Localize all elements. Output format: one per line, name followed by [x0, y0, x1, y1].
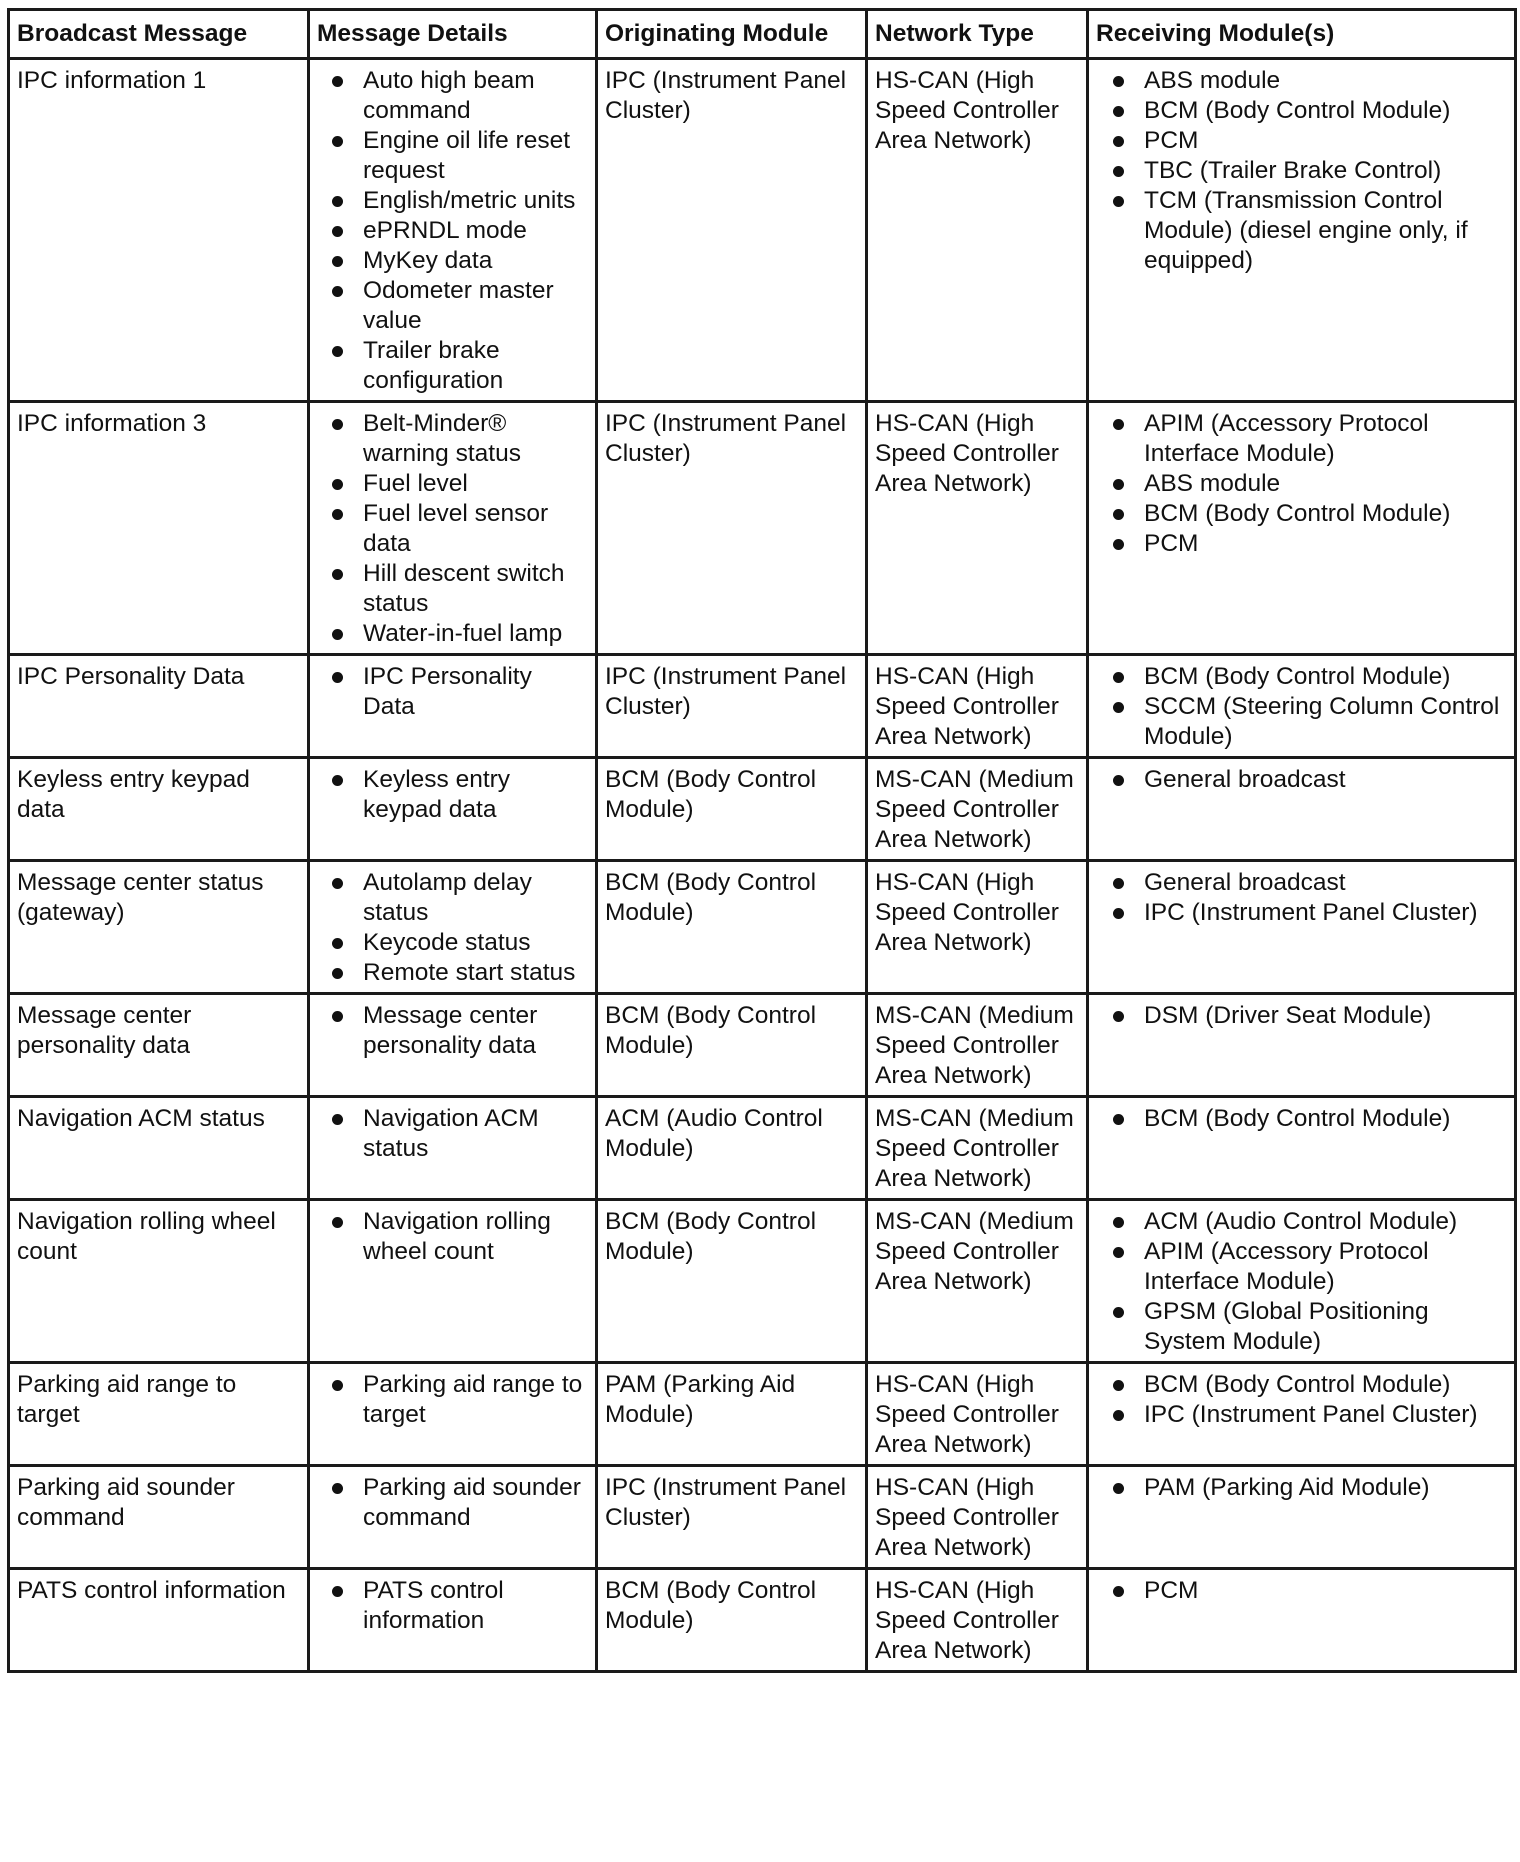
receiving-module-item: General broadcast	[1113, 868, 1506, 898]
receiving-module-item: BCM (Body Control Module)	[1113, 96, 1506, 126]
receiving-module-item: GPSM (Global Positioning System Module)	[1113, 1297, 1506, 1357]
table-row	[9, 1569, 1516, 1672]
receiving-module-item: TBC (Trailer Brake Control)	[1113, 156, 1506, 186]
table-header-row	[9, 10, 1516, 59]
message-details-list	[332, 765, 587, 825]
receiving-module-item: ABS module	[1113, 66, 1506, 96]
receiving-module-item: DSM (Driver Seat Module)	[1113, 1001, 1506, 1031]
message-details-list	[332, 1104, 587, 1164]
message-details-list	[332, 1473, 587, 1533]
message-details-list	[332, 1207, 587, 1267]
originating-module-cell: BCM (Body Control Module)	[597, 758, 867, 861]
broadcast-message-cell: IPC information 1	[9, 59, 309, 402]
message-details-list	[332, 1001, 587, 1061]
receiving-module-item: APIM (Accessory Protocol Interface Module)	[1113, 409, 1506, 469]
table-row	[9, 1466, 1516, 1569]
receiving-module-item: IPC (Instrument Panel Cluster)	[1113, 898, 1506, 928]
receiving-module-item: BCM (Body Control Module)	[1113, 1370, 1506, 1400]
message-detail-item: Auto high beam command	[332, 66, 587, 126]
table-row	[9, 994, 1516, 1097]
message-detail-item: Keycode status	[332, 928, 587, 958]
receiving-modules-cell	[1088, 994, 1516, 1097]
broadcast-message-cell: IPC information 3	[9, 402, 309, 655]
receiving-modules-cell	[1088, 1466, 1516, 1569]
message-detail-item: PATS control information	[332, 1576, 587, 1636]
network-type-cell: MS-CAN (Medium Speed Controller Area Network)	[867, 1097, 1088, 1200]
table-row	[9, 1097, 1516, 1200]
message-detail-item: Navigation rolling wheel count	[332, 1207, 587, 1267]
message-detail-item: Hill descent switch status	[332, 559, 587, 619]
receiving-modules-list	[1113, 1207, 1506, 1357]
message-details-cell	[309, 1466, 597, 1569]
message-detail-item: Autolamp delay status	[332, 868, 587, 928]
receiving-module-item: TCM (Transmission Control Module) (diesel engine only, if equipped)	[1113, 186, 1506, 276]
receiving-modules-list	[1113, 1104, 1506, 1134]
network-type-cell: HS-CAN (High Speed Controller Area Network)	[867, 59, 1088, 402]
table-row	[9, 1363, 1516, 1466]
message-details-list	[332, 868, 587, 988]
table-row	[9, 655, 1516, 758]
network-type-cell: HS-CAN (High Speed Controller Area Network)	[867, 1569, 1088, 1672]
message-detail-item: Water-in-fuel lamp	[332, 619, 587, 649]
table-body	[9, 59, 1516, 1672]
receiving-modules-cell	[1088, 1097, 1516, 1200]
originating-module-cell: IPC (Instrument Panel Cluster)	[597, 402, 867, 655]
originating-module-cell: BCM (Body Control Module)	[597, 861, 867, 994]
receiving-modules-list	[1113, 662, 1506, 752]
network-type-cell: MS-CAN (Medium Speed Controller Area Network)	[867, 758, 1088, 861]
message-details-cell	[309, 1569, 597, 1672]
receiving-modules-list	[1113, 409, 1506, 559]
message-details-list	[332, 1370, 587, 1430]
originating-module-cell: IPC (Instrument Panel Cluster)	[597, 655, 867, 758]
message-detail-item: ePRNDL mode	[332, 216, 587, 246]
receiving-modules-list	[1113, 765, 1506, 795]
message-detail-item: Remote start status	[332, 958, 587, 988]
message-details-cell	[309, 1200, 597, 1363]
receiving-module-item: APIM (Accessory Protocol Interface Module)	[1113, 1237, 1506, 1297]
receiving-module-item: ABS module	[1113, 469, 1506, 499]
message-details-cell	[309, 861, 597, 994]
message-detail-item: Fuel level sensor data	[332, 499, 587, 559]
receiving-modules-list	[1113, 868, 1506, 928]
broadcast-message-cell: Message center personality data	[9, 994, 309, 1097]
receiving-module-item: BCM (Body Control Module)	[1113, 499, 1506, 529]
broadcast-message-cell: Parking aid range to target	[9, 1363, 309, 1466]
message-detail-item: Parking aid sounder command	[332, 1473, 587, 1533]
message-detail-item: Engine oil life reset request	[332, 126, 587, 186]
message-details-list	[332, 662, 587, 722]
receiving-module-item: SCCM (Steering Column Control Module)	[1113, 692, 1506, 752]
header-network-type: Network Type	[867, 10, 1088, 59]
receiving-modules-cell	[1088, 1200, 1516, 1363]
receiving-module-item: General broadcast	[1113, 765, 1506, 795]
message-detail-item: English/metric units	[332, 186, 587, 216]
message-details-cell	[309, 1097, 597, 1200]
broadcast-message-cell: Message center status (gateway)	[9, 861, 309, 994]
receiving-modules-list	[1113, 1576, 1506, 1606]
originating-module-cell: BCM (Body Control Module)	[597, 1200, 867, 1363]
message-details-cell	[309, 994, 597, 1097]
network-type-cell: MS-CAN (Medium Speed Controller Area Network)	[867, 994, 1088, 1097]
broadcast-message-cell: IPC Personality Data	[9, 655, 309, 758]
message-detail-item: IPC Personality Data	[332, 662, 587, 722]
network-type-cell: HS-CAN (High Speed Controller Area Network)	[867, 861, 1088, 994]
message-details-list	[332, 1576, 587, 1636]
receiving-modules-cell	[1088, 758, 1516, 861]
message-detail-item: Belt-Minder® warning status	[332, 409, 587, 469]
message-detail-item: Keyless entry keypad data	[332, 765, 587, 825]
receiving-module-item: PCM	[1113, 126, 1506, 156]
receiving-modules-cell	[1088, 402, 1516, 655]
table-row	[9, 758, 1516, 861]
message-details-cell	[309, 1363, 597, 1466]
broadcast-message-cell: Parking aid sounder command	[9, 1466, 309, 1569]
receiving-modules-cell	[1088, 1363, 1516, 1466]
network-type-cell: HS-CAN (High Speed Controller Area Network)	[867, 1466, 1088, 1569]
receiving-modules-cell	[1088, 1569, 1516, 1672]
message-details-cell	[309, 655, 597, 758]
receiving-module-item: PCM	[1113, 1576, 1506, 1606]
header-receiving-modules: Receiving Module(s)	[1088, 10, 1516, 59]
network-type-cell: HS-CAN (High Speed Controller Area Network)	[867, 1363, 1088, 1466]
header-message-details: Message Details	[309, 10, 597, 59]
message-details-list	[332, 66, 587, 396]
broadcast-message-cell: PATS control information	[9, 1569, 309, 1672]
receiving-modules-list	[1113, 1473, 1506, 1503]
message-details-list	[332, 409, 587, 649]
broadcast-message-cell: Keyless entry keypad data	[9, 758, 309, 861]
broadcast-message-cell: Navigation ACM status	[9, 1097, 309, 1200]
table-row	[9, 402, 1516, 655]
receiving-modules-list	[1113, 66, 1506, 276]
message-detail-item: Trailer brake configuration	[332, 336, 587, 396]
originating-module-cell: BCM (Body Control Module)	[597, 1569, 867, 1672]
message-detail-item: Navigation ACM status	[332, 1104, 587, 1164]
message-details-cell	[309, 59, 597, 402]
broadcast-message-cell: Navigation rolling wheel count	[9, 1200, 309, 1363]
receiving-module-item: PCM	[1113, 529, 1506, 559]
message-detail-item: Odometer master value	[332, 276, 587, 336]
receiving-modules-cell	[1088, 861, 1516, 994]
message-detail-item: Parking aid range to target	[332, 1370, 587, 1430]
header-broadcast-message: Broadcast Message	[9, 10, 309, 59]
message-detail-item: Fuel level	[332, 469, 587, 499]
receiving-modules-list	[1113, 1001, 1506, 1031]
originating-module-cell: IPC (Instrument Panel Cluster)	[597, 59, 867, 402]
receiving-module-item: PAM (Parking Aid Module)	[1113, 1473, 1506, 1503]
receiving-module-item: ACM (Audio Control Module)	[1113, 1207, 1506, 1237]
network-type-cell: MS-CAN (Medium Speed Controller Area Network)	[867, 1200, 1088, 1363]
table-row	[9, 1200, 1516, 1363]
network-type-cell: HS-CAN (High Speed Controller Area Network)	[867, 402, 1088, 655]
message-details-cell	[309, 758, 597, 861]
receiving-module-item: BCM (Body Control Module)	[1113, 1104, 1506, 1134]
message-details-cell	[309, 402, 597, 655]
receiving-modules-list	[1113, 1370, 1506, 1430]
originating-module-cell: IPC (Instrument Panel Cluster)	[597, 1466, 867, 1569]
receiving-module-item: BCM (Body Control Module)	[1113, 662, 1506, 692]
message-detail-item: Message center personality data	[332, 1001, 587, 1061]
originating-module-cell: BCM (Body Control Module)	[597, 994, 867, 1097]
table-row	[9, 59, 1516, 402]
receiving-module-item: IPC (Instrument Panel Cluster)	[1113, 1400, 1506, 1430]
network-type-cell: HS-CAN (High Speed Controller Area Network)	[867, 655, 1088, 758]
receiving-modules-cell	[1088, 59, 1516, 402]
receiving-modules-cell	[1088, 655, 1516, 758]
originating-module-cell: PAM (Parking Aid Module)	[597, 1363, 867, 1466]
broadcast-message-table	[7, 8, 1517, 1673]
originating-module-cell: ACM (Audio Control Module)	[597, 1097, 867, 1200]
header-originating-module: Originating Module	[597, 10, 867, 59]
table-row	[9, 861, 1516, 994]
message-detail-item: MyKey data	[332, 246, 587, 276]
